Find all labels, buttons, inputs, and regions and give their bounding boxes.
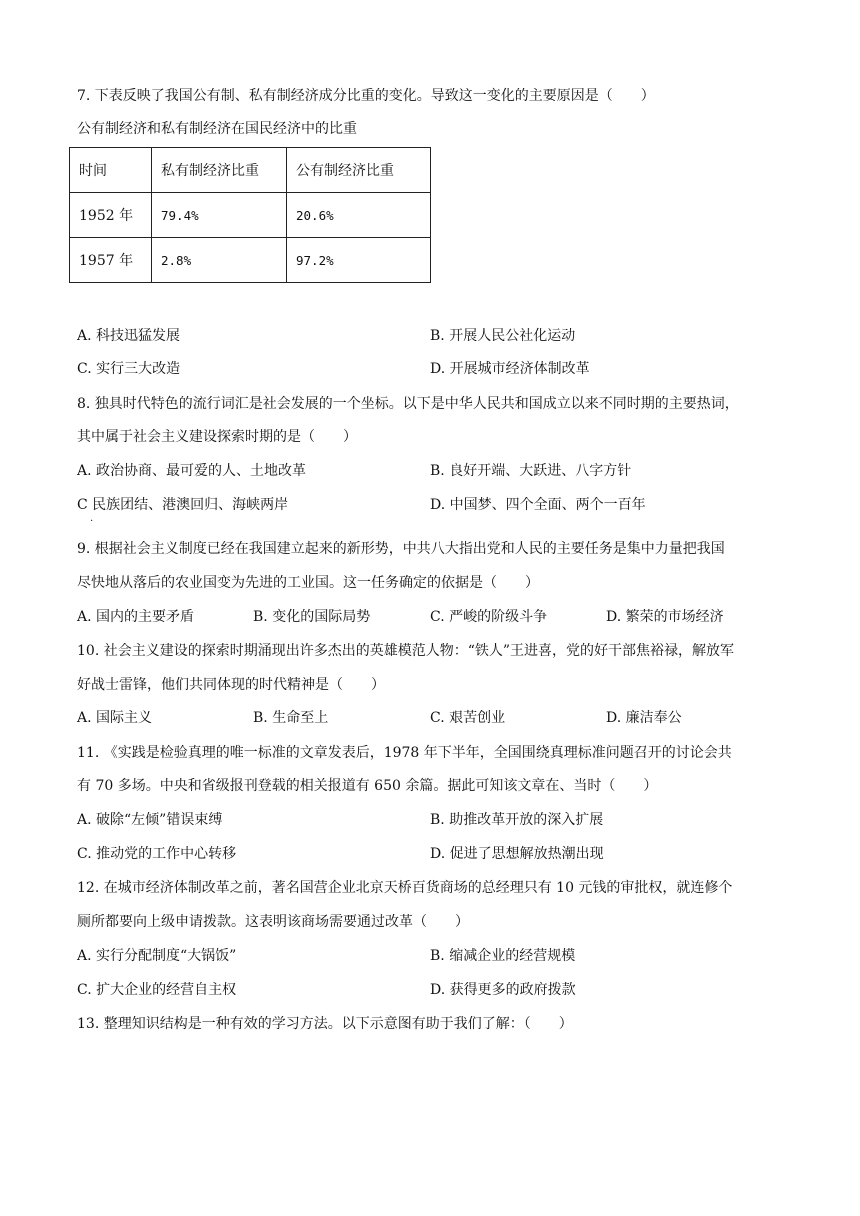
table-cell: 20.6% xyxy=(287,193,431,238)
table-row xyxy=(70,238,431,283)
q9-option-b[interactable]: B. 变化的国际局势 xyxy=(253,609,371,625)
table-header-cell: 时间 xyxy=(70,148,152,193)
table-header-cell: 公有制经济比重 xyxy=(287,148,431,193)
question-12-stem-line1: 12. 在城市经济体制改革之前，著名国营企业北京天桥百货商场的总经理只有 10 元钱的审批权，就连修个 xyxy=(77,880,733,896)
table-header-cell: 私有制经济比重 xyxy=(152,148,287,193)
stray-dot-mark: . xyxy=(90,513,94,524)
q8-option-c[interactable]: C 民族团结、港澳回归、海峡两岸 xyxy=(77,497,289,513)
q7-option-a[interactable]: A. 科技迅猛发展 xyxy=(77,328,181,344)
table-cell: 79.4% xyxy=(152,193,287,238)
q10-option-b[interactable]: B. 生命至上 xyxy=(253,710,329,726)
q7-option-b[interactable]: B. 开展人民公社化运动 xyxy=(430,328,576,344)
question-10-stem-line2: 好战士雷锋，他们共同体现的时代精神是（ ） xyxy=(77,677,385,693)
question-11-stem-line2: 有 70 多场。中央和省级报刊登载的相关报道有 650 余篇。据此可知该文章在、当时（ ） xyxy=(77,778,658,794)
q12-option-a[interactable]: A. 实行分配制度“大锅饭” xyxy=(77,948,237,964)
table-cell: 1957 年 xyxy=(70,238,152,283)
q10-option-c[interactable]: C. 艰苦创业 xyxy=(430,710,506,726)
q11-option-d[interactable]: D. 促进了思想解放热潮出现 xyxy=(430,846,604,862)
q9-option-c[interactable]: C. 严峻的阶级斗争 xyxy=(430,609,548,625)
q9-option-d[interactable]: D. 繁荣的市场经济 xyxy=(606,609,724,625)
q7-option-d[interactable]: D. 开展城市经济体制改革 xyxy=(430,361,590,377)
question-10-stem-line1: 10. 社会主义建设的探索时期涌现出许多杰出的英雄模范人物：“铁人”王进喜，党的好干部焦裕禄，解放军 xyxy=(77,643,735,659)
q11-option-a[interactable]: A. 破除“左倾”错误束缚 xyxy=(77,812,223,828)
question-13-stem: 13. 整理知识结构是一种有效的学习方法。以下示意图有助于我们了解：（ ） xyxy=(77,1016,573,1032)
q12-option-b[interactable]: B. 缩减企业的经营规模 xyxy=(430,948,576,964)
q10-option-a[interactable]: A. 国际主义 xyxy=(77,710,153,726)
q11-option-b[interactable]: B. 助推改革开放的深入扩展 xyxy=(430,812,604,828)
table-cell: 1952 年 xyxy=(70,193,152,238)
q10-option-d[interactable]: D. 廉洁奉公 xyxy=(606,710,682,726)
q11-option-c[interactable]: C. 推动党的工作中心转移 xyxy=(77,846,237,862)
q12-option-c[interactable]: C. 扩大企业的经营自主权 xyxy=(77,982,237,998)
ownership-ratio-table xyxy=(69,147,431,283)
question-7-stem: 7. 下表反映了我国公有制、私有制经济成分比重的变化。导致这一变化的主要原因是（ ） xyxy=(77,88,655,104)
question-9-stem-line2: 尽快地从落后的农业国变为先进的工业国。这一任务确定的依据是（ ） xyxy=(77,575,539,591)
question-8-stem-line1: 8. 独具时代特色的流行词汇是社会发展的一个坐标。以下是中华人民共和国成立以来不同时期的主要热词， xyxy=(77,396,739,412)
question-8-stem-line2: 其中属于社会主义建设探索时期的是（ ） xyxy=(77,429,357,445)
q8-option-a[interactable]: A. 政治协商、最可爱的人、土地改革 xyxy=(77,463,307,479)
q9-option-a[interactable]: A. 国内的主要矛盾 xyxy=(77,609,195,625)
table-cell: 97.2% xyxy=(287,238,431,283)
q8-option-b[interactable]: B. 良好开端、大跃进、八字方针 xyxy=(430,463,632,479)
table-header-row xyxy=(70,148,431,193)
question-11-stem-line1: 11. 《实践是检验真理的唯一标准的文章发表后，1978 年下半年，全国围绕真理标准问题召开的讨论会共 xyxy=(77,745,732,761)
table-caption: 公有制经济和私有制经济在国民经济中的比重 xyxy=(77,121,357,137)
table-row xyxy=(70,193,431,238)
question-9-stem-line1: 9. 根据社会主义制度已经在我国建立起来的新形势，中共八大指出党和人民的主要任务是集中力量把我国 xyxy=(77,541,725,557)
q8-option-d[interactable]: D. 中国梦、四个全面、两个一百年 xyxy=(430,497,646,513)
q7-option-c[interactable]: C. 实行三大改造 xyxy=(77,361,181,377)
question-12-stem-line2: 厕所都要向上级申请拨款。这表明该商场需要通过改革（ ） xyxy=(77,914,469,930)
q12-option-d[interactable]: D. 获得更多的政府拨款 xyxy=(430,982,576,998)
table-cell: 2.8% xyxy=(152,238,287,283)
